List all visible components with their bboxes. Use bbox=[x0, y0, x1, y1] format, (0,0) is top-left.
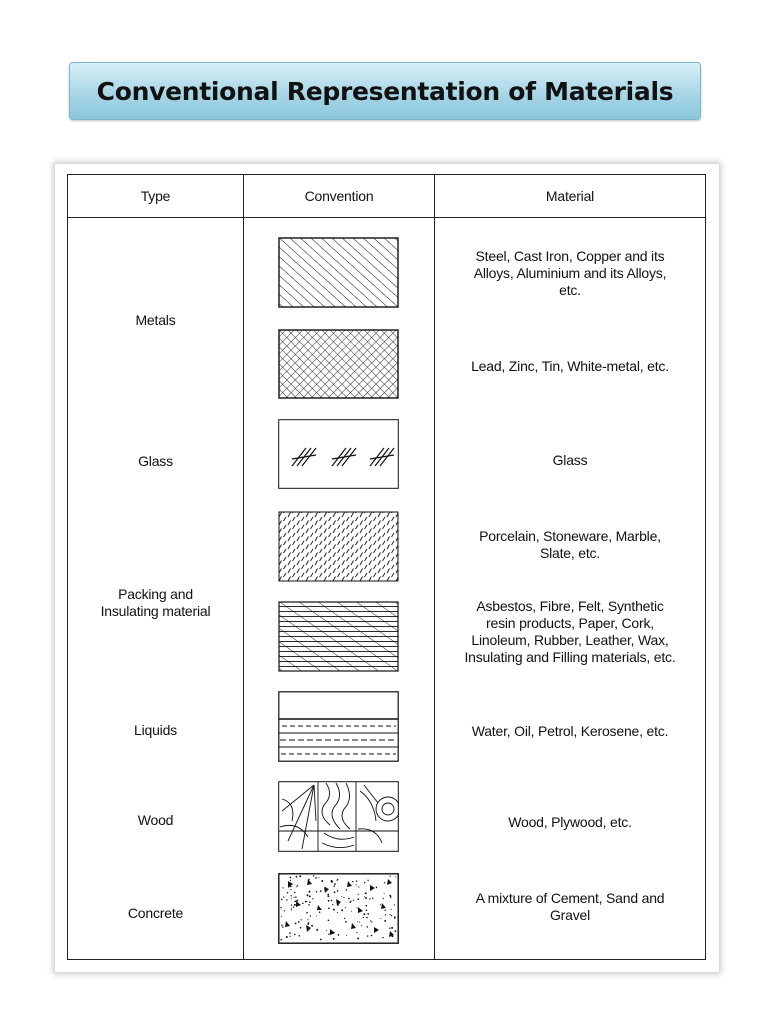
concrete-stipple-dot bbox=[356, 907, 357, 908]
concrete-stipple-dot bbox=[352, 881, 353, 882]
asbestos-icon bbox=[278, 601, 399, 672]
concrete-stipple-dot bbox=[366, 905, 368, 907]
concrete-stipple-dot bbox=[333, 909, 335, 911]
concrete-stipple-dot bbox=[355, 884, 356, 885]
concrete-stipple-dot bbox=[283, 896, 284, 897]
concrete-stipple-dot bbox=[394, 918, 395, 919]
concrete-stipple-dot bbox=[318, 877, 319, 878]
type-concrete: Concrete bbox=[127, 904, 184, 921]
concrete-stipple-dot bbox=[345, 907, 346, 908]
concrete-stipple-dot bbox=[376, 887, 377, 888]
concrete-stipple-dot bbox=[341, 909, 343, 911]
concrete-stipple-dot bbox=[293, 906, 294, 907]
material-line: Slate, etc. bbox=[539, 545, 601, 561]
concrete-stipple-dot bbox=[291, 909, 292, 910]
concrete-stipple-dot bbox=[291, 898, 292, 899]
concrete-stipple-dot bbox=[296, 900, 298, 902]
materials-table bbox=[67, 174, 706, 960]
concrete-stipple-dot bbox=[356, 880, 358, 882]
concrete-stipple-dot bbox=[290, 889, 291, 890]
material-line: resin products, Paper, Cork, bbox=[486, 615, 654, 631]
concrete-stipple-dot bbox=[294, 900, 296, 902]
type-packing-line: Insulating material bbox=[100, 603, 211, 619]
concrete-stipple-dot bbox=[337, 890, 339, 892]
concrete-stipple-dot bbox=[316, 891, 318, 893]
concrete-stipple-dot bbox=[290, 877, 292, 879]
material-line: Asbestos, Fibre, Felt, Synthetic bbox=[476, 598, 664, 614]
header-material: Material bbox=[545, 187, 595, 204]
concrete-stipple-dot bbox=[391, 915, 392, 916]
concrete-stipple-dot bbox=[365, 892, 367, 894]
concrete-stipple-dot bbox=[338, 934, 340, 936]
header-convention: Convention bbox=[304, 187, 374, 204]
concrete-stipple-dot bbox=[380, 904, 381, 905]
concrete-stipple-dot bbox=[309, 895, 311, 897]
concrete-stipple-dot bbox=[299, 875, 301, 877]
concrete-stipple-dot bbox=[356, 932, 357, 933]
concrete-stipple-dot bbox=[331, 900, 333, 902]
concrete-stipple-dot bbox=[301, 919, 302, 920]
concrete-stipple-dot bbox=[282, 887, 283, 888]
concrete-stipple-dot bbox=[308, 904, 310, 906]
concrete-stipple-dot bbox=[385, 914, 386, 915]
type-wood: Wood bbox=[137, 811, 174, 828]
concrete-stipple-dot bbox=[384, 882, 385, 883]
concrete-stipple-dot bbox=[307, 895, 308, 896]
material-line: Insulating and Filling materials, etc. bbox=[464, 649, 676, 665]
concrete-stipple-dot bbox=[391, 927, 393, 929]
concrete-stipple-dot bbox=[290, 880, 291, 881]
material-porcelain bbox=[435, 526, 705, 564]
concrete-stipple-dot bbox=[296, 886, 297, 887]
concrete-stipple-dot bbox=[302, 903, 304, 905]
concrete-stipple-dot bbox=[313, 875, 314, 876]
title-bar bbox=[69, 62, 701, 120]
concrete-stipple-dot bbox=[328, 933, 330, 935]
concrete-stipple-dot bbox=[306, 912, 308, 914]
concrete-stipple-dot bbox=[333, 938, 335, 940]
column-divider bbox=[243, 175, 244, 959]
type-liquids: Liquids bbox=[134, 721, 177, 738]
concrete-stipple-dot bbox=[291, 904, 292, 905]
concrete-stipple-dot bbox=[289, 932, 291, 934]
concrete-stipple-dot bbox=[384, 910, 385, 911]
concrete-stipple-dot bbox=[357, 898, 359, 900]
concrete-stipple-dot bbox=[282, 926, 283, 927]
concrete-stipple-dot bbox=[298, 921, 300, 923]
concrete-stipple-dot bbox=[394, 916, 396, 918]
concrete-stipple-dot bbox=[320, 890, 322, 892]
concrete-stipple-dot bbox=[312, 898, 313, 899]
glass-icon bbox=[278, 419, 399, 489]
material-line: Alloys, Aluminium and its Alloys, bbox=[473, 264, 667, 281]
concrete-stipple-dot bbox=[361, 925, 362, 926]
type-packing bbox=[68, 583, 243, 623]
concrete-stipple-dot bbox=[394, 904, 395, 905]
concrete-stipple-dot bbox=[384, 920, 386, 922]
material-liquids: Water, Oil, Petrol, Kerosene, etc. bbox=[471, 722, 669, 739]
concrete-stipple-dot bbox=[334, 891, 336, 893]
concrete-stipple-dot bbox=[364, 896, 365, 897]
concrete-stipple-dot bbox=[287, 892, 289, 894]
concrete-stipple-dot bbox=[363, 913, 365, 915]
concrete-stipple-dot bbox=[315, 877, 317, 879]
concrete-stipple-dot bbox=[294, 904, 296, 906]
concrete-stipple-dot bbox=[295, 896, 297, 898]
material-line: A mixture of Cement, Sand and bbox=[475, 890, 665, 906]
porcelain-icon bbox=[278, 511, 399, 582]
concrete-stipple-dot bbox=[321, 880, 323, 882]
type-packing-line: Packing and bbox=[118, 586, 193, 602]
material-concrete bbox=[435, 888, 705, 926]
header-type: Type bbox=[140, 187, 171, 204]
concrete-stipple-dot bbox=[371, 921, 372, 922]
concrete-stipple-dot bbox=[345, 921, 347, 923]
concrete-stipple-dot bbox=[295, 922, 297, 924]
concrete-stipple-dot bbox=[358, 886, 359, 887]
concrete-stipple-dot bbox=[346, 889, 348, 891]
header-divider bbox=[68, 217, 705, 218]
concrete-stipple-dot bbox=[351, 911, 352, 912]
concrete-stipple-dot bbox=[371, 935, 373, 937]
concrete-stipple-dot bbox=[395, 930, 397, 932]
concrete-stipple-dot bbox=[311, 925, 313, 927]
lead-crosshatch-icon bbox=[278, 329, 399, 399]
material-glass: Glass bbox=[552, 451, 588, 468]
concrete-stipple-dot bbox=[297, 885, 298, 886]
concrete-stipple-dot bbox=[359, 921, 360, 922]
type-metals: Metals bbox=[135, 311, 176, 328]
concrete-stipple-dot bbox=[357, 938, 359, 940]
concrete-stipple-dot bbox=[333, 885, 334, 886]
concrete-stipple-dot bbox=[384, 893, 385, 894]
material-steel bbox=[435, 245, 705, 301]
concrete-stipple-dot bbox=[366, 910, 368, 912]
concrete-stipple-dot bbox=[316, 915, 317, 916]
concrete-stipple-dot bbox=[281, 924, 282, 925]
concrete-stipple-dot bbox=[281, 916, 282, 917]
concrete-stipple-dot bbox=[382, 937, 383, 938]
concrete-stipple-dot bbox=[327, 894, 329, 896]
concrete-stipple-dot bbox=[337, 880, 338, 881]
concrete-stipple-dot bbox=[298, 935, 300, 937]
concrete-stipple-dot bbox=[358, 894, 359, 895]
concrete-stipple-dot bbox=[296, 876, 298, 878]
concrete-stipple-dot bbox=[390, 875, 391, 876]
concrete-stipple-dot bbox=[310, 915, 311, 916]
concrete-stipple-dot bbox=[327, 895, 329, 897]
concrete-stipple-dot bbox=[395, 876, 396, 877]
concrete-stipple-dot bbox=[344, 918, 345, 919]
concrete-stipple-dot bbox=[369, 898, 370, 899]
concrete-stipple-dot bbox=[328, 907, 330, 909]
material-line: Steel, Cast Iron, Copper and its bbox=[475, 247, 665, 264]
concrete-stipple-dot bbox=[370, 920, 371, 921]
concrete-stipple-dot bbox=[367, 926, 369, 928]
page-title: Conventional Representation of Materials bbox=[96, 76, 674, 106]
concrete-stipple-dot bbox=[281, 939, 283, 941]
concrete-stipple-dot bbox=[328, 919, 330, 921]
concrete-stipple-dot bbox=[334, 883, 336, 885]
material-line: etc. bbox=[559, 281, 581, 298]
concrete-stipple-dot bbox=[363, 917, 364, 918]
liquids-icon bbox=[278, 691, 399, 762]
material-line: Gravel bbox=[549, 907, 591, 923]
concrete-stipple-dot bbox=[306, 901, 307, 902]
concrete-stipple-dot bbox=[332, 904, 333, 905]
concrete-stipple-dot bbox=[367, 935, 368, 936]
concrete-stipple-dot bbox=[366, 917, 368, 919]
concrete-stipple-dot bbox=[291, 908, 292, 909]
concrete-stipple-dot bbox=[284, 910, 285, 911]
concrete-stipple-dot bbox=[319, 911, 321, 913]
concrete-stipple-dot bbox=[281, 899, 283, 901]
concrete-stipple-dot bbox=[343, 897, 344, 898]
concrete-stipple-dot bbox=[307, 919, 308, 920]
concrete-stipple-dot bbox=[367, 913, 369, 915]
concrete-stipple-dot bbox=[390, 914, 391, 915]
concrete-stipple-dot bbox=[389, 895, 391, 897]
concrete-stipple-dot bbox=[294, 934, 296, 936]
material-line: Porcelain, Stoneware, Marble, bbox=[479, 528, 661, 544]
concrete-stipple-dot bbox=[308, 922, 310, 924]
material-line: Linoleum, Rubber, Leather, Wax, bbox=[471, 632, 669, 648]
material-lead: Lead, Zinc, Tin, White-metal, etc. bbox=[471, 357, 669, 374]
concrete-stipple-dot bbox=[380, 918, 381, 919]
concrete-stipple-dot bbox=[300, 927, 302, 929]
material-asbestos bbox=[435, 596, 705, 668]
concrete-stipple-dot bbox=[326, 930, 327, 931]
concrete-stipple-dot bbox=[346, 935, 347, 936]
concrete-stipple-dot bbox=[290, 936, 291, 937]
concrete-stipple-dot bbox=[365, 897, 367, 899]
material-wood: Wood, Plywood, etc. bbox=[508, 813, 632, 830]
concrete-stipple-dot bbox=[309, 891, 311, 893]
concrete-stipple-dot bbox=[372, 898, 373, 899]
concrete-stipple-dot bbox=[286, 936, 288, 938]
type-glass: Glass bbox=[138, 452, 173, 469]
concrete-stipple-dot bbox=[316, 929, 318, 931]
concrete-stipple-dot bbox=[357, 921, 358, 922]
concrete-stipple-dot bbox=[328, 900, 330, 902]
concrete-stipple-dot bbox=[286, 899, 287, 900]
concrete-stipple-dot bbox=[320, 939, 322, 941]
concrete-stipple-dot bbox=[353, 899, 354, 900]
concrete-stipple-dot bbox=[351, 900, 352, 901]
concrete-stipple-dot bbox=[293, 897, 294, 898]
concrete-stipple-dot bbox=[337, 912, 338, 913]
concrete-stipple-dot bbox=[383, 898, 384, 899]
concrete-stipple-dot bbox=[348, 898, 350, 900]
concrete-stipple-dot bbox=[364, 882, 365, 883]
wood-grain-icon bbox=[278, 781, 399, 852]
concrete-stipple-dot bbox=[389, 927, 390, 928]
concrete-stipple-dot bbox=[280, 907, 281, 908]
concrete-stipple-dot bbox=[391, 909, 392, 910]
concrete-stipple-dot bbox=[294, 892, 295, 893]
concrete-stipple-dot bbox=[331, 880, 333, 882]
concrete-stipple-dot bbox=[290, 895, 291, 896]
concrete-stipple-dot bbox=[341, 896, 342, 897]
concrete-stipple-dot bbox=[309, 901, 311, 903]
concrete-stipple-dot bbox=[367, 880, 368, 881]
concrete-stipple-dot bbox=[349, 901, 351, 903]
concrete-icon bbox=[278, 873, 399, 944]
steel-hatch-icon bbox=[278, 237, 399, 308]
